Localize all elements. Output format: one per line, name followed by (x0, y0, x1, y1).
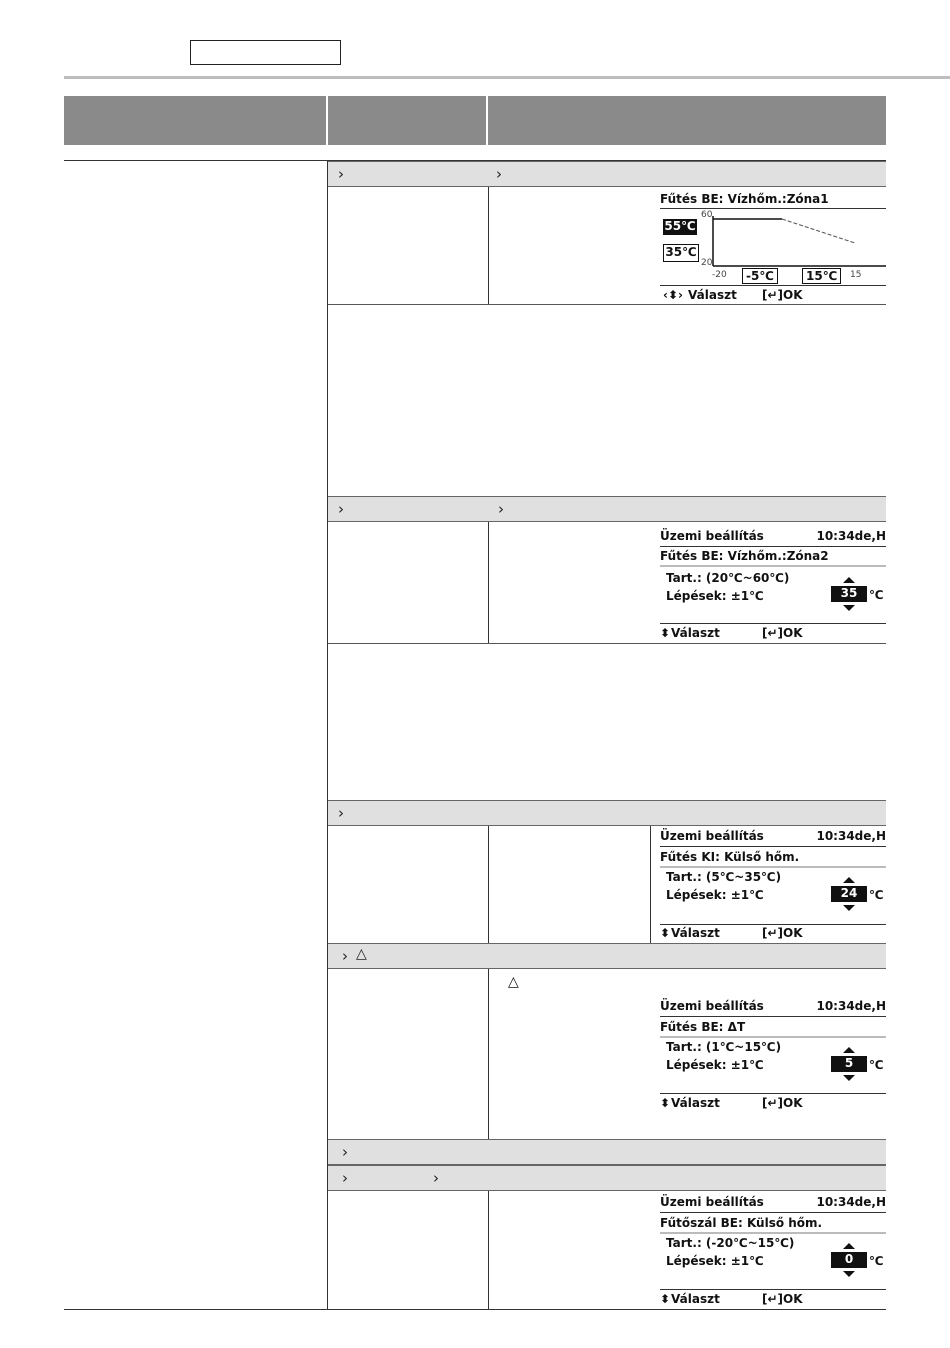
column-header-1 (64, 96, 326, 145)
axis-x-mid1[interactable]: -5℃ (742, 268, 778, 284)
updown-arrows-icon: ⬍ (660, 1292, 671, 1306)
chevron-right-icon: › (342, 1143, 348, 1161)
path-band-4 (328, 943, 886, 969)
table-bottom-line (64, 1309, 886, 1310)
path-band-2 (328, 496, 886, 522)
updown-arrows-icon: ⬍ (660, 626, 671, 640)
range-text: Tart.: (-20℃~15℃) (666, 1236, 795, 1250)
screen-separator (660, 565, 886, 567)
value-field[interactable]: 24 (831, 886, 867, 902)
column-divider-right (650, 826, 651, 943)
value-field[interactable]: 5 (831, 1056, 867, 1072)
screen-separator (660, 1212, 886, 1213)
lcd-screen-zona2 (660, 526, 886, 642)
column-header-2 (328, 96, 486, 145)
value-field[interactable]: 0 (831, 1252, 867, 1268)
axis-y-bottom: 20 (701, 258, 713, 268)
column-divider-mid (488, 1191, 489, 1309)
screen-separator (660, 1016, 886, 1017)
column-divider-mid (488, 187, 489, 305)
screen-header-time: 10:34de,H (816, 1195, 886, 1209)
range-text: Tart.: (5℃~35℃) (666, 870, 782, 884)
lcd-screen-kulso (660, 826, 886, 942)
chevron-right-icon: › (338, 500, 344, 518)
column-divider-mid (488, 969, 489, 1139)
screen-separator (660, 866, 886, 868)
range-text: Tart.: (20℃~60℃) (666, 571, 790, 585)
chevron-right-icon: › (342, 947, 348, 965)
screen-header-time: 10:34de,H (816, 529, 886, 543)
screen-header-left: Üzemi beállítás (660, 999, 764, 1013)
unit-label: ℃ (869, 1254, 884, 1268)
screen-separator (660, 1093, 886, 1094)
unit-label: ℃ (869, 1058, 884, 1072)
value-field[interactable]: 35 (831, 586, 867, 602)
screen-separator (660, 546, 886, 547)
footer-ok: [↵]OK (762, 926, 803, 940)
unit-label: ℃ (869, 888, 884, 902)
updown-arrows-icon: ⬍ (660, 926, 671, 940)
lcd-screen-delta (660, 996, 886, 1112)
path-band-1 (328, 161, 886, 187)
column-header-3 (488, 96, 886, 145)
triangle-icon: △ (356, 946, 367, 962)
steps-text: Lépések: ±1℃ (666, 1058, 764, 1072)
footer-select: Választ (671, 626, 720, 640)
screen-header-left: Üzemi beállítás (660, 829, 764, 843)
row-line (328, 304, 886, 305)
footer-ok: [↵]OK (762, 1096, 803, 1110)
path-band-3 (328, 800, 886, 826)
decrease-arrow-icon[interactable] (843, 605, 855, 611)
increase-arrow-icon[interactable] (843, 1243, 855, 1249)
top-divider (64, 76, 950, 79)
screen-separator (660, 285, 886, 286)
chevron-right-icon: › (342, 1169, 348, 1187)
screen-separator (660, 1036, 886, 1038)
chevron-right-icon: › (338, 804, 344, 822)
steps-text: Lépések: ±1℃ (666, 589, 764, 603)
screen-separator (660, 623, 886, 624)
screen-header-left: Üzemi beállítás (660, 1195, 764, 1209)
select-arrows-icon: ‹⬍› (663, 288, 683, 302)
screen-title: Fűtés BE: Vízhőm.:Zóna1 (660, 192, 829, 206)
path-band-6 (328, 1165, 886, 1191)
screen-header-time: 10:34de,H (816, 999, 886, 1013)
triangle-icon: △ (508, 974, 519, 990)
lcd-screen-futoszal (660, 1192, 886, 1308)
footer-select: Választ (671, 926, 720, 940)
axis-y-top: 60 (701, 210, 713, 220)
increase-arrow-icon[interactable] (843, 577, 855, 583)
section-label-box (190, 40, 341, 65)
screen-separator (660, 924, 886, 925)
screen-title: Fűtés BE: Vízhőm.:Zóna2 (660, 549, 829, 563)
path-band-5 (328, 1139, 886, 1165)
decrease-arrow-icon[interactable] (843, 1271, 855, 1277)
footer-select: Választ (671, 1292, 720, 1306)
steps-text: Lépések: ±1℃ (666, 1254, 764, 1268)
chevron-right-icon: › (338, 165, 344, 183)
column-divider-mid (488, 826, 489, 943)
chevron-right-icon: › (498, 500, 504, 518)
heating-curve-chart (710, 212, 886, 268)
screen-header-time: 10:34de,H (816, 829, 886, 843)
footer-ok: [↵]OK (762, 288, 803, 302)
axis-x-mid2[interactable]: 15℃ (802, 268, 841, 284)
column-divider-mid (488, 522, 489, 644)
chevron-right-icon: › (496, 165, 502, 183)
updown-arrows-icon: ⬍ (660, 1096, 671, 1110)
footer-ok: [↵]OK (762, 626, 803, 640)
footer-select: Választ (671, 1096, 720, 1110)
screen-title: Fűtőszál BE: Külső hőm. (660, 1216, 823, 1230)
column-divider-left (327, 160, 328, 1310)
footer-ok: [↵]OK (762, 1292, 803, 1306)
chevron-right-icon: › (433, 1169, 439, 1187)
decrease-arrow-icon[interactable] (843, 905, 855, 911)
increase-arrow-icon[interactable] (843, 877, 855, 883)
range-text: Tart.: (1℃~15℃) (666, 1040, 782, 1054)
decrease-arrow-icon[interactable] (843, 1075, 855, 1081)
screen-separator (660, 1289, 886, 1290)
temp-low-value[interactable]: 35℃ (663, 244, 699, 262)
lcd-screen-zona1 (660, 190, 886, 304)
screen-title: Fűtés KI: Külső hőm. (660, 850, 800, 864)
footer-select: Választ (688, 288, 737, 302)
steps-text: Lépések: ±1℃ (666, 888, 764, 902)
screen-separator (660, 208, 886, 209)
row-line (328, 643, 886, 644)
unit-label: ℃ (869, 588, 884, 602)
screen-title: Fűtés BE: ΔT (660, 1020, 746, 1034)
temp-high-value[interactable]: 55℃ (664, 219, 696, 233)
screen-separator (660, 846, 886, 847)
screen-separator (660, 1232, 886, 1234)
increase-arrow-icon[interactable] (843, 1047, 855, 1053)
screen-header-left: Üzemi beállítás (660, 529, 764, 543)
axis-x-right: 15 (850, 270, 862, 280)
axis-x-left: -20 (712, 270, 727, 280)
